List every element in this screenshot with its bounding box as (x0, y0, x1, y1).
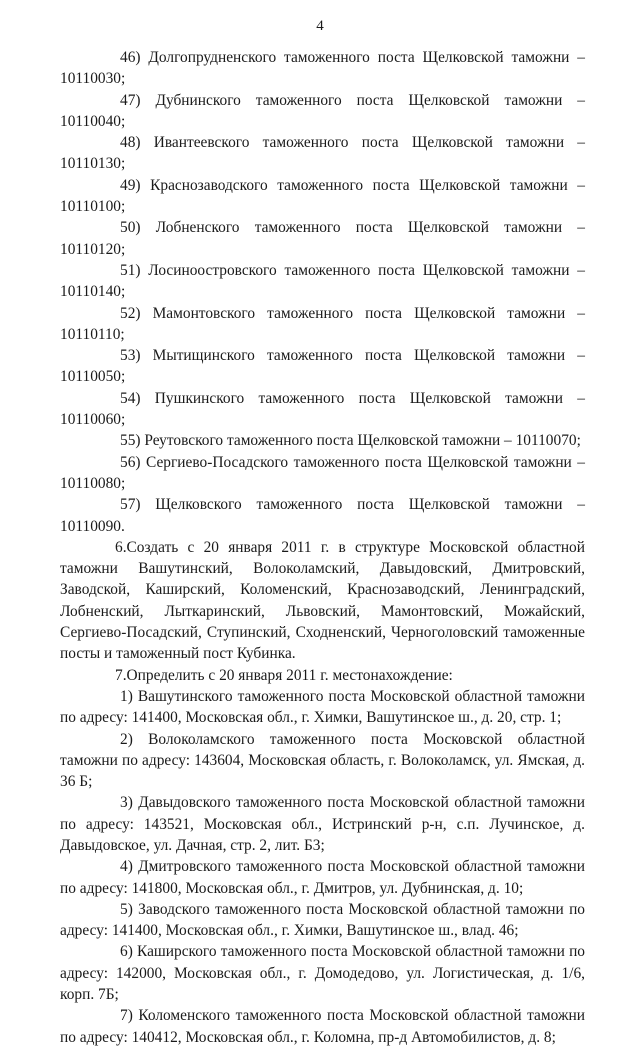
address-item-3: 3) Давыдовского таможенного поста Московской областной таможни по адресу: 143521, Московская обл., Истринский р-н, с.п. Лучинское, д. Давыдовское, ул. Дачная, стр. 2, лит. Б3; (60, 794, 585, 854)
list-item-50: 50) Лобненского таможенного поста Щелковской таможни – 10110120; (60, 219, 585, 258)
document-body (60, 47, 585, 1048)
list-item-48: 48) Ивантеевского таможенного поста Щелковской таможни – 10110130; (60, 134, 585, 173)
address-item-6: 6) Каширского таможенного поста Московской областной таможни по адресу: 142000, Московская обл., г. Домодедово, ул. Логистическая, д. 1/6, корп. 7Б; (60, 943, 585, 1004)
list-item-55: 55) Реутовского таможенного поста Щелковской таможни – 10110070; (120, 432, 581, 450)
list-item-57: 57) Щелковского таможенного поста Щелковской таможни – 10110090. (60, 496, 585, 535)
address-item-5: 5) Заводского таможенного поста Московской областной таможни по адресу: 141400, Московская обл., г. Химки, Вашутинское ш., влад. 46; (60, 900, 585, 940)
page-number: 4 (316, 18, 324, 34)
address-item-1: 1) Вашутинского таможенного поста Московской областной таможни по адресу: 141400, Московская обл., г. Химки, Вашутинское ш., д. 20, стр. 1; (60, 687, 585, 727)
list-item-47: 47) Дубнинского таможенного поста Щелковской таможни – 10110040; (60, 91, 585, 130)
list-item-46: 46) Долгопрудненского таможенного поста Щелковской таможни – 10110030; (60, 49, 585, 88)
address-item-2: 2) Волоколамского таможенного поста Московской областной таможни по адресу: 143604, Московская область, г. Волоколамск, ул. Ямская, д. 36 Б; (60, 730, 585, 791)
address-item-4: 4) Дмитровского таможенного поста Московской областной таможни по адресу: 141800, Московская обл., г. Дмитров, ул. Дубнинская, д. 10; (60, 858, 585, 897)
list-item-51: 51) Лосиноостровского таможенного поста Щелковской таможни – 10110140; (60, 261, 585, 301)
list-item-54: 54) Пушкинского таможенного поста Щелковской таможни – 10110060; (60, 389, 585, 429)
list-item-49: 49) Краснозаводского таможенного поста Щелковской таможни – 10110100; (60, 176, 585, 216)
list-item-52: 52) Мамонтовского таможенного поста Щелковской таможни – 10110110; (60, 304, 585, 343)
list-item-56: 56) Сергиево-Посадского таможенного поста Щелковской таможни – 10110080; (60, 453, 585, 492)
list-item-53: 53) Мытищинского таможенного поста Щелковской таможни – 10110050; (60, 347, 585, 386)
address-item-7: 7) Коломенского таможенного поста Московской областной таможни по адресу: 140412, Московская обл., г. Коломна, пр-д Автомобилистов, д. 8; (60, 1007, 585, 1046)
section-7-heading: 7.Определить с 20 января 2011 г. местонахождение: (115, 666, 453, 684)
section-6-paragraph: 6.Создать с 20 января 2011 г. в структуре Московской областной таможни Вашутинский, Волоколамский, Давыдовский, Дмитровский, Заводской, Каширский, Коломенский, Краснозаводский, Ленинградский, Лобненский, Лыткаринский, Львовский, Мамонтовский, Можайский, Сергиево-Посадский, Ступинский, Сходненский, Черноголовский таможенные посты и таможенный пост Кубинка. (60, 538, 585, 663)
